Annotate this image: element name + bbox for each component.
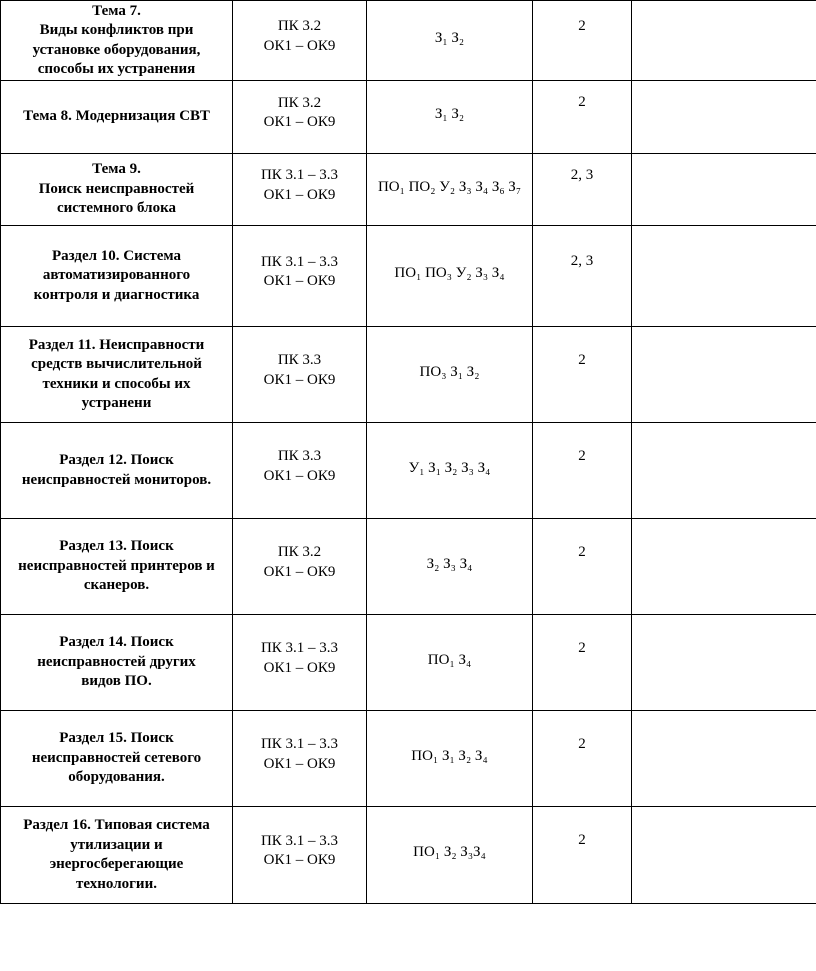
competency-ok: ОК1 – ОК9 <box>263 852 336 868</box>
topic-line: Раздел 13. Поиск <box>59 538 174 555</box>
knowledge-cell <box>367 615 533 711</box>
empty-cell <box>632 1 816 81</box>
mastery-level: 2 <box>578 94 586 111</box>
competency-pk: ПК 3.1 – 3.3 <box>260 167 339 183</box>
competency-pk: ПК 3.1 – 3.3 <box>260 253 339 270</box>
competencies-cell <box>233 519 367 615</box>
competency-ok: ОК1 – ОК9 <box>263 467 336 484</box>
topic-line: Раздел 14. Поиск <box>59 634 174 651</box>
competency-pk: ПК 3.1 – 3.3 <box>260 736 339 752</box>
table-row <box>1 327 816 423</box>
topic-cell <box>1 807 233 904</box>
competencies-cell <box>233 81 367 154</box>
competency-ok: ОК1 – ОК9 <box>263 371 336 388</box>
topic-line: Тема 8. Модернизация СВТ <box>23 108 210 125</box>
level-cell <box>533 154 632 226</box>
topic-cell <box>1 519 233 615</box>
topic-cell <box>1 615 233 711</box>
knowledge-cell <box>367 711 533 807</box>
topic-line: энергосберегающие <box>49 856 184 872</box>
mastery-level: 2, 3 <box>570 166 594 183</box>
knowledge-cell <box>367 327 533 423</box>
competencies-cell <box>233 711 367 807</box>
topic-cell <box>1 423 233 519</box>
knowledge-codes: ПО₁ ПО₂ У₂ З₃ З₄ З₆ З₇ <box>377 178 522 195</box>
knowledge-codes: ПО₁ З₄ <box>427 651 472 668</box>
competency-ok: ОК1 – ОК9 <box>263 37 336 54</box>
empty-cell <box>632 519 816 615</box>
competency-pk: ПК 3.2 <box>277 544 322 560</box>
knowledge-cell <box>367 519 533 615</box>
table-row <box>1 615 816 711</box>
empty-cell <box>632 154 816 226</box>
topic-line: Раздел 11. Неисправности <box>28 336 205 353</box>
topic-line: неисправностей сетевого <box>31 749 202 766</box>
table-row <box>1 81 816 154</box>
knowledge-codes: У₁ З₁ З₂ З₃ З₄ <box>408 459 491 476</box>
knowledge-codes: ПО₃ З₁ З₂ <box>419 363 480 380</box>
knowledge-codes: З₁ З₂ <box>434 106 465 123</box>
topic-cell <box>1 327 233 423</box>
level-cell <box>533 711 632 807</box>
table-row <box>1 1 816 81</box>
competency-ok: ОК1 – ОК9 <box>263 186 336 203</box>
competencies-cell <box>233 615 367 711</box>
competency-ok: ОК1 – ОК9 <box>263 659 336 676</box>
level-cell <box>533 423 632 519</box>
competency-pk: ПК 3.3 <box>277 448 322 464</box>
knowledge-cell <box>367 154 533 226</box>
mastery-level: 2, 3 <box>570 253 594 270</box>
mastery-level: 2 <box>578 832 586 849</box>
topic-line: устранени <box>81 395 152 411</box>
topic-line: оборудования. <box>68 769 165 786</box>
competency-pk: ПК 3.1 – 3.3 <box>260 832 339 849</box>
competencies-cell <box>233 226 367 327</box>
knowledge-codes: ПО₁ З₁ З₂ З₄ <box>411 747 488 764</box>
level-cell <box>533 1 632 81</box>
knowledge-codes: З₂ З₃ З₄ <box>426 555 473 572</box>
empty-cell <box>632 327 816 423</box>
mastery-level: 2 <box>578 351 586 368</box>
table-row <box>1 423 816 519</box>
topic-cell <box>1 711 233 807</box>
table-row <box>1 154 816 226</box>
topic-cell <box>1 1 233 81</box>
topic-line: установке оборудования, <box>32 41 201 58</box>
competency-pk: ПК 3.2 <box>277 94 322 111</box>
competency-pk: ПК 3.3 <box>277 352 322 368</box>
topic-line: технологии. <box>76 875 157 892</box>
topic-line: сканеров. <box>83 577 150 594</box>
competency-ok: ОК1 – ОК9 <box>263 114 336 130</box>
topic-line: неисправностей принтеров и <box>18 557 215 574</box>
level-cell <box>533 226 632 327</box>
level-cell <box>533 81 632 154</box>
topic-line: способы их устранения <box>37 61 196 77</box>
knowledge-codes: ПО₁ ПО₃ У₂ З₃ З₄ <box>394 265 505 282</box>
empty-cell <box>632 81 816 154</box>
table-row <box>1 226 816 327</box>
table-row <box>1 519 816 615</box>
knowledge-cell <box>367 81 533 154</box>
knowledge-cell <box>367 226 533 327</box>
knowledge-codes: З₁ З₂ <box>434 29 465 46</box>
mastery-level: 2 <box>578 735 586 752</box>
topic-line: системного блока <box>57 200 176 217</box>
competency-ok: ОК1 – ОК9 <box>263 563 336 580</box>
level-cell <box>533 807 632 904</box>
competency-pk: ПК 3.1 – 3.3 <box>260 640 339 656</box>
mastery-level: 2 <box>578 17 586 34</box>
level-cell <box>533 327 632 423</box>
knowledge-codes: ПО₁ З₂ З₃З₄ <box>413 844 486 861</box>
competencies-cell <box>233 423 367 519</box>
competency-ok: ОК1 – ОК9 <box>263 273 336 289</box>
topic-line: Тема 7. <box>92 2 141 19</box>
empty-cell <box>632 615 816 711</box>
empty-cell <box>632 423 816 519</box>
mastery-level: 2 <box>578 639 586 656</box>
topic-line: неисправностей других <box>37 653 196 670</box>
topic-line: контроля и диагностика <box>33 286 200 303</box>
topic-line: Поиск неисправностей <box>38 180 195 197</box>
table-row <box>1 807 816 904</box>
mastery-level: 2 <box>578 447 586 464</box>
topic-line: утилизации и <box>70 836 163 853</box>
topic-cell <box>1 154 233 226</box>
level-cell <box>533 615 632 711</box>
knowledge-cell <box>367 1 533 81</box>
topic-line: Раздел 16. Типовая система <box>23 817 210 833</box>
competencies-cell <box>233 154 367 226</box>
knowledge-cell <box>367 807 533 904</box>
topic-line: Тема 9. <box>92 161 141 178</box>
topic-line: автоматизированного <box>42 267 191 284</box>
topic-line: Раздел 10. Система <box>51 247 182 264</box>
topic-line: средств вычислительной <box>31 356 202 372</box>
competencies-cell <box>233 807 367 904</box>
empty-cell <box>632 807 816 904</box>
mastery-level: 2 <box>578 543 586 560</box>
empty-cell <box>632 226 816 327</box>
competencies-cell <box>233 327 367 423</box>
topic-cell <box>1 81 233 154</box>
competency-ok: ОК1 – ОК9 <box>263 755 336 772</box>
competencies-cell <box>233 1 367 81</box>
topic-line: неисправностей мониторов. <box>21 471 212 488</box>
level-cell <box>533 519 632 615</box>
knowledge-cell <box>367 423 533 519</box>
topic-line: техники и способы их <box>42 375 191 392</box>
topic-line: видов ПО. <box>81 673 152 690</box>
topic-line: Раздел 15. Поиск <box>59 730 174 747</box>
empty-cell <box>632 711 816 807</box>
table-row <box>1 711 816 807</box>
topic-cell <box>1 226 233 327</box>
topic-line: Виды конфликтов при <box>39 22 194 38</box>
topic-line: Раздел 12. Поиск <box>59 452 174 468</box>
competency-pk: ПК 3.2 <box>277 18 322 34</box>
